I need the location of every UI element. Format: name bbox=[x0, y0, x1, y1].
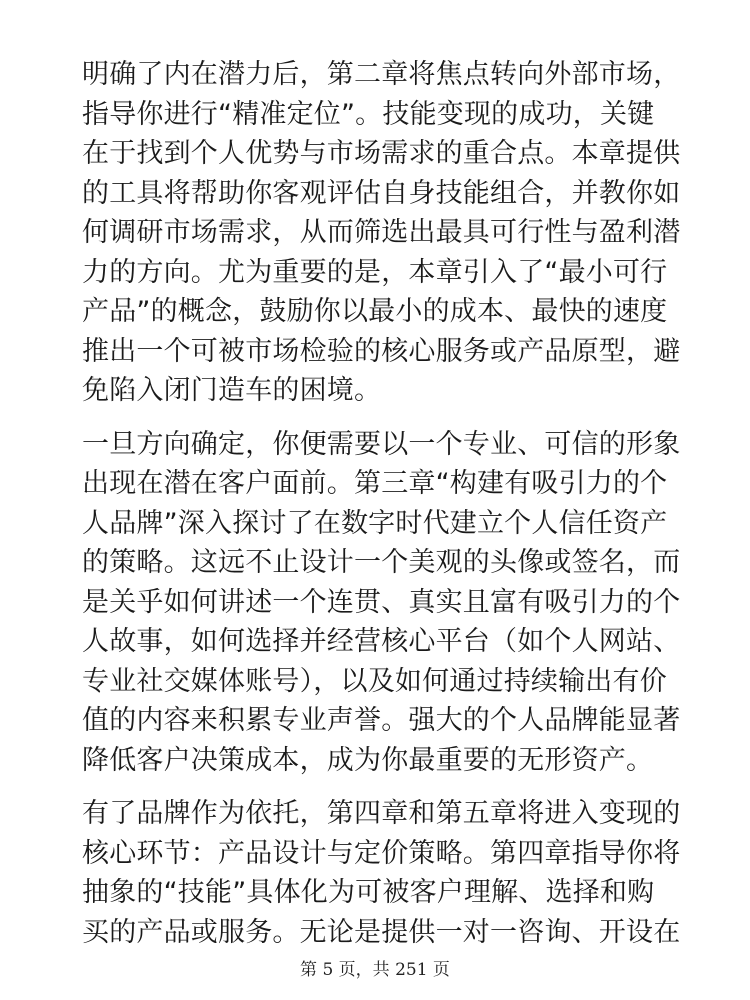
text-line: 人品牌”深入探讨了在数字时代建立个人信任资产 bbox=[82, 507, 668, 539]
paragraph-3 bbox=[82, 794, 682, 952]
text-line: 力的方向。尤为重要的是，本章引入了“最小可行 bbox=[82, 256, 668, 288]
text-line: 免陷入闭门造车的困境。 bbox=[82, 375, 382, 406]
text-line: 买的产品或服务。无论是提供一对一咨询、开设在 bbox=[82, 916, 681, 948]
paragraph-1 bbox=[82, 55, 682, 411]
text-line: 有了品牌作为依托，第四章和第五章将进入变现的 bbox=[82, 798, 681, 829]
paragraph-2 bbox=[82, 425, 682, 781]
text-line: 出现在潜在客户面前。第三章“构建有吸引力的个 bbox=[82, 468, 668, 499]
page-number-footer: 第 5 页，共 251 页 bbox=[300, 960, 450, 980]
text-line: 在于找到个人优势与市场需求的重合点。本章提供 bbox=[82, 138, 681, 169]
text-line: 产品”的概念，鼓励你以最小的成本、最快的速度 bbox=[82, 296, 668, 327]
text-line: 专业社交媒体账号），以及如何通过持续输出有价 bbox=[82, 665, 667, 697]
text-line: 抽象的“技能”具体化为可被客户理解、选择和购 bbox=[82, 877, 655, 908]
text-line: 人故事，如何选择并经营核心平台（如个人网站、 bbox=[82, 626, 681, 657]
text-line: 推出一个可被市场检验的核心服务或产品原型，避 bbox=[82, 335, 681, 367]
text-line: 指导你进行“精准定位”。技能变现的成功，关键 bbox=[82, 98, 655, 130]
text-line: 降低客户决策成本，成为你最重要的无形资产。 bbox=[82, 744, 654, 776]
text-line: 值的内容来积累专业声誉。强大的个人品牌能显著 bbox=[82, 705, 681, 736]
text-line: 核心环节：产品设计与定价策略。第四章指导你将 bbox=[82, 837, 681, 869]
text-line: 何调研市场需求，从而筛选出最具可行性与盈利潜 bbox=[82, 217, 681, 248]
text-line: 明确了内在潜力后，第二章将焦点转向外部市场， bbox=[82, 59, 681, 90]
text-line: 是关乎如何讲述一个连贯、真实且富有吸引力的个 bbox=[82, 586, 681, 618]
text-line: 一旦方向确定，你便需要以一个专业、可信的形象 bbox=[82, 428, 681, 460]
text-line: 的工具将帮助你客观评估自身技能组合，并教你如 bbox=[82, 177, 681, 209]
document-body bbox=[82, 55, 682, 966]
text-line: 的策略。这远不止设计一个美观的头像或签名，而 bbox=[82, 547, 681, 578]
